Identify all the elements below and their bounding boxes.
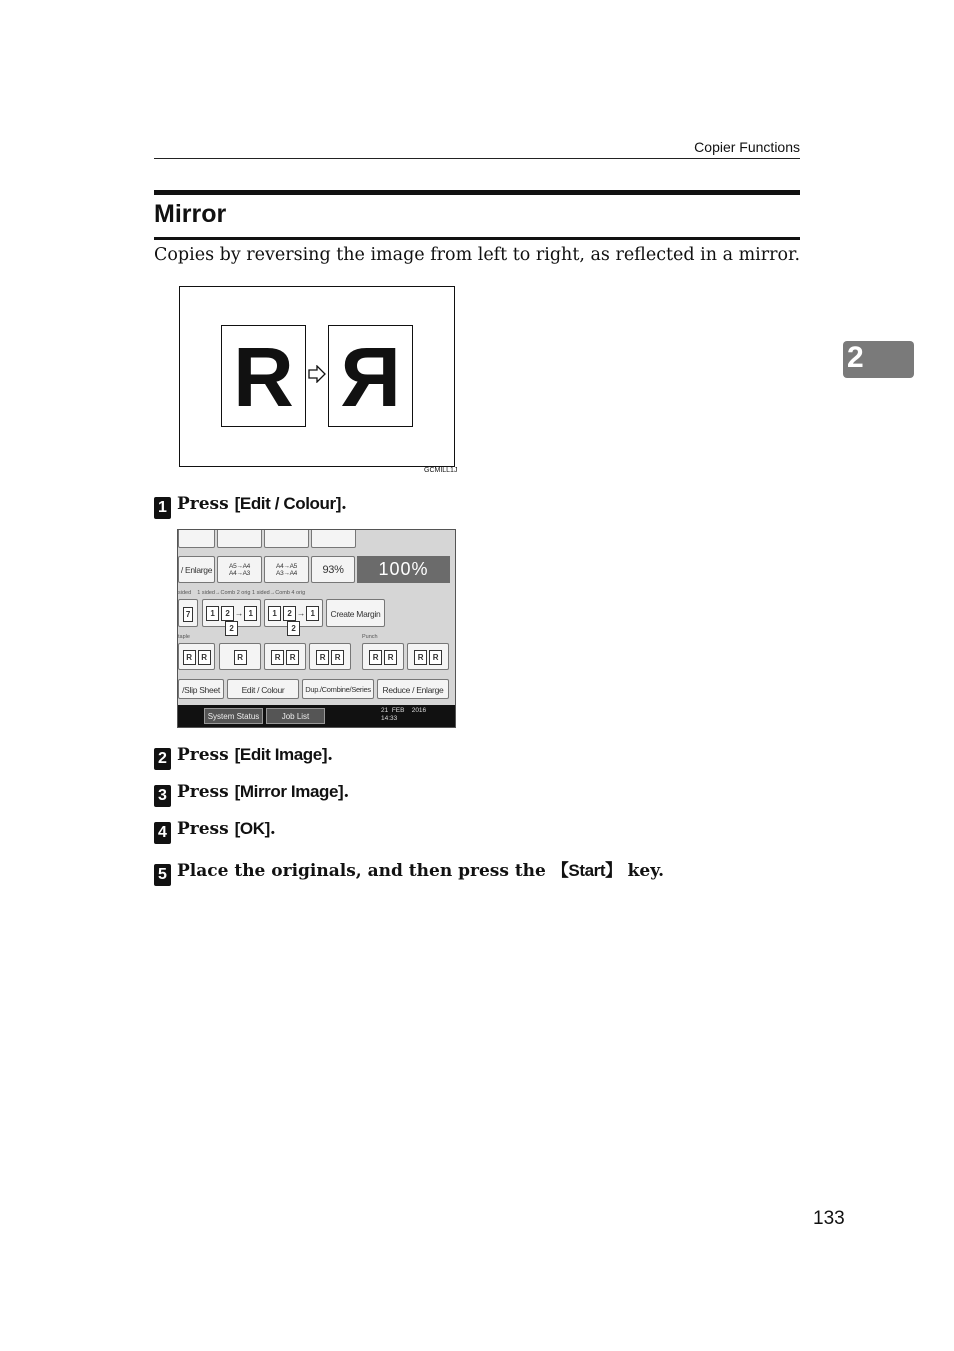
step-number: 2 [154, 748, 171, 770]
tab-dup-combine-series[interactable]: Dup./Combine/Series [302, 679, 374, 699]
chapter-tab [843, 341, 914, 378]
mirror-illustration [179, 286, 455, 467]
top-button-4[interactable] [311, 529, 356, 548]
combine-4-button[interactable]: 1 2 → 12 [264, 599, 323, 627]
punch-button-1[interactable]: R R [362, 643, 404, 670]
original-card [221, 325, 306, 427]
header-rule [154, 158, 800, 159]
tab-slip-sheet[interactable]: /Slip Sheet [178, 679, 224, 699]
clock-time: 14:33 [381, 715, 398, 722]
job-list-button[interactable]: Job List [266, 708, 325, 724]
ok-key: [OK] [234, 819, 270, 838]
page-number: 133 [813, 1208, 845, 1229]
staple-label: taple [178, 634, 190, 640]
copier-screen [177, 529, 456, 728]
top-button-3[interactable] [264, 529, 309, 548]
top-button-1[interactable] [178, 529, 215, 548]
punch-button-2[interactable]: R R [407, 643, 449, 670]
preset-enlarge-button[interactable]: A5→A4 A4→A3 [217, 556, 262, 583]
illustration-code: GCMILL1J [424, 467, 458, 474]
mirror-image-key: [Mirror Image] [234, 782, 344, 801]
section-title: Mirror [154, 200, 227, 228]
combine-caption: sided 1 sided→Comb 2 orig 1 sided→Comb 4 orig [178, 590, 306, 596]
edit-image-key: [Edit Image] [234, 745, 328, 764]
create-margin-button[interactable]: Create Margin [326, 599, 385, 627]
status-bar [178, 705, 455, 727]
preset-reduce-button[interactable]: A4→A5 A3→A4 [264, 556, 309, 583]
top-button-2[interactable] [217, 529, 262, 548]
step-number: 4 [154, 822, 171, 844]
enlarge-button[interactable]: / Enlarge [178, 556, 215, 583]
tab-reduce-enlarge[interactable]: Reduce / Enlarge [377, 679, 449, 699]
staple-button-4[interactable]: R R [309, 643, 351, 670]
step-3: 3 Press [Mirror Image]. [154, 782, 349, 807]
staple-button-2[interactable]: R [219, 643, 261, 670]
step-number: 5 [154, 864, 171, 886]
start-key: 【Start】 [551, 861, 622, 880]
system-status-button[interactable]: System Status [204, 708, 263, 724]
duplex-button[interactable]: 7 [178, 599, 198, 627]
step-5: 5 Place the originals, and then press the 【Start】 key. [154, 856, 664, 886]
step-number: 1 [154, 497, 171, 519]
percent-button[interactable]: 93% [311, 556, 355, 583]
edit-colour-key: [Edit / Colour] [234, 494, 341, 513]
section-rule-top [154, 190, 800, 195]
running-head: Copier Functions [694, 139, 800, 155]
combine-2-button[interactable]: 1 2 → 12 [202, 599, 261, 627]
step-2: 2 Press [Edit Image]. [154, 745, 333, 770]
mirrored-card [328, 325, 413, 427]
step-1: 1 Press [Edit / Colour]. [154, 494, 347, 519]
step-4: 4 Press [OK]. [154, 819, 276, 844]
arrow-right-icon [307, 365, 327, 383]
staple-button-1[interactable]: R R [178, 643, 215, 670]
staple-button-3[interactable]: R R [264, 643, 306, 670]
original-letter: R [233, 330, 294, 424]
clock-date: 21 FEB 2016 [381, 707, 427, 714]
section-rule-bottom [154, 237, 800, 240]
section-intro: Copies by reversing the image from left to right, as reflected in a mirror. [154, 245, 801, 265]
punch-label: Punch [362, 634, 378, 640]
clock [381, 707, 426, 723]
mirrored-letter: R [340, 330, 401, 424]
step-number: 3 [154, 785, 171, 807]
ratio-display: 100% [357, 556, 450, 583]
tab-edit-colour[interactable]: Edit / Colour [227, 679, 299, 699]
chapter-tab-number: 2 [847, 341, 864, 374]
